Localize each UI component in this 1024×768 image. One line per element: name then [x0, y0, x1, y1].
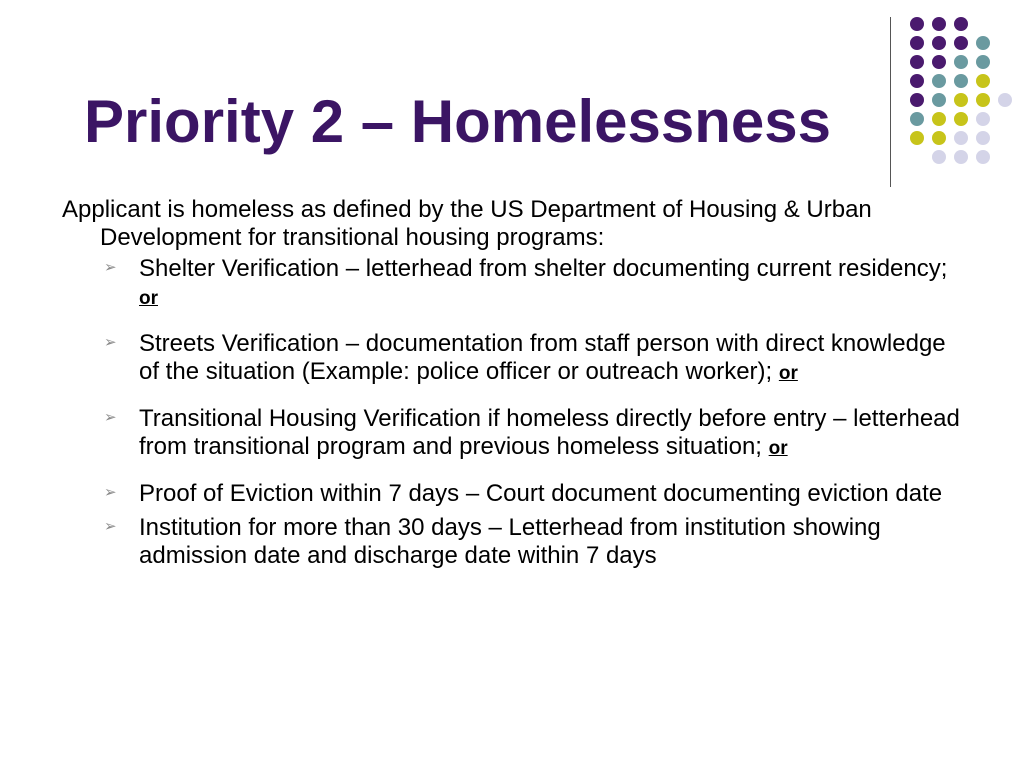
- arrow-bullet-icon: ➢: [104, 259, 117, 276]
- list-item-institution: [62, 514, 972, 570]
- purple-dot: [910, 17, 924, 31]
- teal-dot: [976, 36, 990, 50]
- list-item-text: Proof of Eviction within 7 days – Court document documenting eviction date: [139, 480, 943, 507]
- list-item-proof-of-eviction: [62, 480, 972, 508]
- list-item-transitional-housing-verification: [62, 405, 972, 463]
- teal-dot: [954, 74, 968, 88]
- teal-dot: [910, 112, 924, 126]
- lavender-dot: [998, 93, 1012, 107]
- purple-dot: [910, 93, 924, 107]
- lavender-dot: [932, 150, 946, 164]
- slide-body: [62, 196, 972, 570]
- lime-dot: [976, 74, 990, 88]
- title-divider-line: [890, 17, 891, 187]
- criteria-list: [62, 255, 972, 570]
- arrow-bullet-icon: ➢: [104, 334, 117, 351]
- list-item-text: Streets Verification – documentation from staff person with direct knowledge of the situation (Example: police officer or outreach worker);: [139, 330, 946, 385]
- arrow-bullet-icon: ➢: [104, 409, 117, 426]
- or-conjunction: or: [778, 363, 798, 384]
- lime-dot: [910, 131, 924, 145]
- list-item-streets-verification: [62, 330, 972, 388]
- purple-dot: [910, 74, 924, 88]
- lavender-dot: [976, 131, 990, 145]
- lavender-dot: [954, 150, 968, 164]
- lavender-dot: [954, 131, 968, 145]
- list-item-text: Institution for more than 30 days – Letterhead from institution showing admission date and discharge date within 7 days: [139, 514, 881, 569]
- or-conjunction: or: [139, 288, 158, 309]
- purple-dot: [910, 55, 924, 69]
- teal-dot: [932, 74, 946, 88]
- lime-dot: [976, 93, 990, 107]
- list-item-shelter-verification: [62, 255, 972, 313]
- arrow-bullet-icon: ➢: [104, 518, 117, 535]
- purple-dot: [910, 36, 924, 50]
- slide-title: Priority 2 – Homelessness: [84, 88, 832, 155]
- lime-dot: [932, 131, 946, 145]
- teal-dot: [976, 55, 990, 69]
- list-item-text: Transitional Housing Verification if homeless directly before entry – letterhead from transitional program and previous homeless situation;: [139, 405, 960, 460]
- lavender-dot: [976, 150, 990, 164]
- arrow-bullet-icon: ➢: [104, 484, 117, 501]
- purple-dot: [932, 55, 946, 69]
- lime-dot: [954, 112, 968, 126]
- lavender-dot: [976, 112, 990, 126]
- list-item-text: Shelter Verification – letterhead from shelter documenting current residency;: [139, 255, 948, 282]
- purple-dot: [932, 36, 946, 50]
- intro-paragraph: Applicant is homeless as defined by the US Department of Housing & Urban Development for transitional housing programs:: [62, 196, 872, 251]
- purple-dot: [954, 36, 968, 50]
- purple-dot: [932, 17, 946, 31]
- teal-dot: [932, 93, 946, 107]
- lime-dot: [954, 93, 968, 107]
- lime-dot: [932, 112, 946, 126]
- or-conjunction: or: [768, 438, 788, 459]
- teal-dot: [954, 55, 968, 69]
- purple-dot: [954, 17, 968, 31]
